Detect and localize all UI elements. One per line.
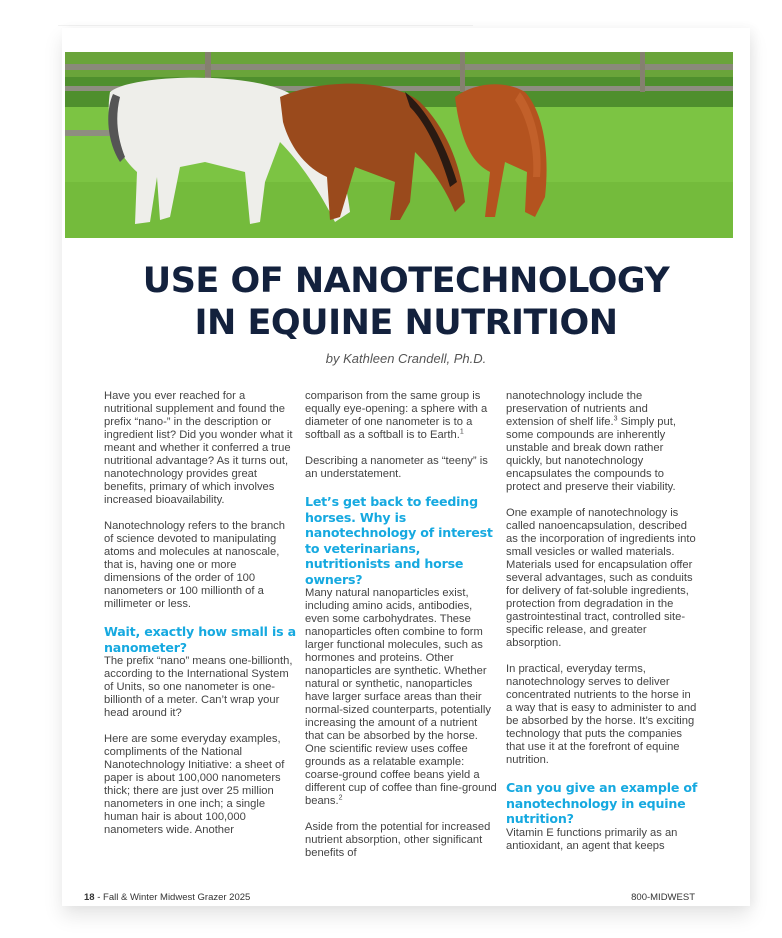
paragraph: Have you ever reached for a nutritional supplement and found the prefix “nano-” in the description or ingredient list? Did you wonder what it meant and whether it conferred a true nutritional advantage? As it turns out, nanotechnology provides great benefits, primary of which involves increased bioavailability. [104,390,293,506]
paragraph [305,390,497,442]
horses-illustration [65,52,733,238]
paragraph: Describing a nanometer as “teeny” is an understatement. [305,455,488,480]
paragraph: Aside from the potential for increased nutrient absorption, other significant benefits of [305,821,491,859]
title-line-1: USE OF NANOTECHNOLOGY [142,261,670,301]
byline: by Kathleen Crandell, Ph.D. [325,351,487,366]
paragraph: In practical, everyday terms, nanotechnology serves to deliver concentrated nutrients to the horse in a way that is easy to administer to and be absorbed by the horse. It’s exciting technology that puts the companies that use it at the forefront of equine nutrition. [506,663,697,766]
page-top-edge [58,25,473,26]
section-heading: Wait, exactly how small is a nanometer? [104,624,296,655]
section-heading: Can you give an example of nanotechnology in equine nutrition? [506,780,698,826]
hero-image-horses [65,52,733,238]
footnote-ref: 2 [338,794,343,802]
column-3 [506,390,698,866]
page-footer-left [84,892,250,903]
page-number: 18 [84,892,95,903]
column-1 [104,390,296,850]
footnote-ref: 3 [613,415,618,423]
publication-name: - Fall & Winter Midwest Grazer 2025 [94,892,251,903]
section-heading: Let’s get back to feeding horses. Why is nanotechnology of interest to veterinarians, nutritionists and horse owners? [305,494,493,587]
magazine-page [62,28,750,906]
title-line-2: IN EQUINE NUTRITION [194,303,618,343]
paragraph: One example of nanotechnology is called nanoencapsulation, described as the incorporation of ingredients into small vesicles or walled materials. Materials used for encapsulation offer several advantages, such as conduits for delivery of fat-soluble ingredients, protection from degradation in the gastrointestinal tract, controlled site-specific release, and greater absorption. [506,507,696,649]
paragraph-text: comparison from the same group is equally eye-opening: a sphere with a diameter of one nanometer is to a softball as a softball is to Earth. [305,390,488,441]
paragraph [506,390,698,494]
paragraph: Here are some everyday examples, compliments of the National Nanotechnology Initiative: a sheet of paper is about 100,000 nanometers thick; there are just over 25 million nanometers in one inch; a single human hair is about 100,000 nanometers wide. Another [104,733,285,836]
page-footer-phone: 800-MIDWEST [631,892,695,903]
paragraph: Nanotechnology refers to the branch of science devoted to manipulating atoms and molecules at nanoscale, that is, having one or more dimensions of the order of 100 nanometers or 100 millionth of a millimeter or less. [104,520,285,610]
paragraph [305,587,497,808]
paragraph-text: Many natural nanoparticles exist, including amino acids, antibodies, even some carbohydrates. These nanoparticles often combine to form larger functional molecules, such as hormones and proteins. Other nanoparticles are synthetic. Whether natural or synthetic, nanoparticles have larger surface areas than their normal-sized counterparts, potentially increasing the amount of a nutrient that can be absorbed by the horse. One scientific review uses coffee grounds as a relatable example: coarse-ground coffee beans yield a different cup of coffee than fine-ground beans. [305,587,497,807]
paragraph: Vitamin E functions primarily as an antioxidant, an agent that keeps [506,826,678,852]
column-2 [305,390,497,873]
article-title [62,260,750,344]
paragraph-text: Simply put, some compounds are inherently unstable and break down rather quickly, but nanotechnology encapsulates the compounds to protect and preserve their viability. [506,416,676,493]
paragraph-text: nanotechnology include the preservation of nutrients and extension of shelf life. [506,390,648,428]
paragraph: The prefix “nano” means one-billionth, according to the International System of Units, so one nanometer is one-billionth of a meter. Can’t wrap your head around it? [104,655,293,719]
footnote-ref: 1 [459,428,464,436]
